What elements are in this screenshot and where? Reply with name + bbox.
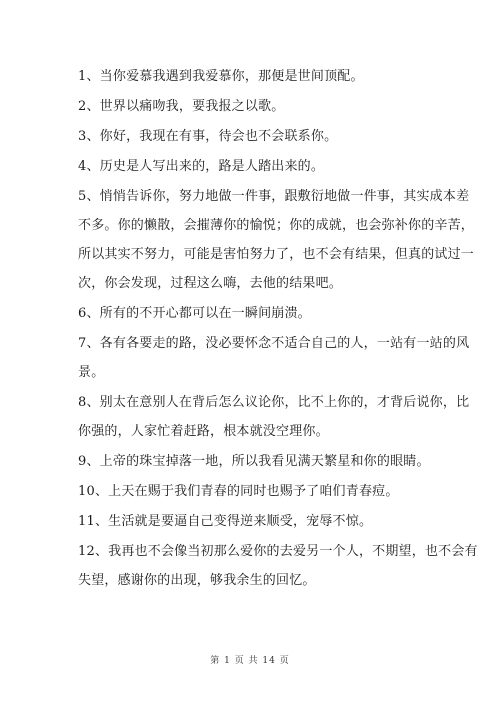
list-item [78,126,428,148]
list-item [78,392,470,443]
text-line: 6、所有的不开心都可以在一瞬间崩溃。 [78,306,311,321]
page-footer: 第 1 页 共 14 页 [210,656,290,666]
text-line: 11、生活就是要逼自己变得逆来顺受，宠辱不惊。 [78,514,373,529]
list-item [78,451,428,473]
text-line: 所以其实不努力，可能是害怕努力了，也不会有结果，但真的试过一 [78,247,475,262]
list-item [78,333,470,384]
list-item [78,156,428,178]
text-line: 不多。你的懒散，会摧薄你的愉悦；你的成就，也会弥补你的辛苦， [78,218,475,233]
list-item [78,541,478,592]
list-item [78,303,428,325]
text-line: 9、上帝的珠宝掉落一地，所以我看见满天繁星和你的眼睛。 [78,454,430,469]
quote-list [78,66,478,600]
text-line: 失望，感谢你的出现，够我余生的回忆。 [78,573,316,588]
text-line: 1、当你爱慕我遇到我爱慕你，那便是世间顶配。 [78,69,364,84]
text-line: 景。 [78,365,105,380]
list-item [78,66,428,88]
text-line: 7、各有各要走的路，没必要怀念不适合自己的人，一站有一站的风 [78,336,470,351]
text-line: 2、世界以痛吻我，要我报之以歌。 [78,99,285,114]
text-line: 3、你好，我现在有事，待会也不会联系你。 [78,129,338,144]
text-line: 你强的，人家忙着赶路，根本就没空理你。 [78,424,329,439]
text-line: 4、历史是人写出来的，路是人踏出来的。 [78,159,325,174]
text-line: 5、悄悄告诉你，努力地做一件事，跟敷衍地做一件事，其实成本差 [78,189,470,204]
list-item [78,511,428,533]
text-line: 8、别太在意别人在背后怎么议论你，比不上你的，才背后说你，比 [78,395,470,410]
text-line: 次，你会发现，过程这么嗨，去他的结果吧。 [78,276,343,291]
text-line: 12、我再也不会像当初那么爱你的去爱另一个人，不期望，也不会有 [78,544,478,559]
list-item [78,481,428,503]
list-item [78,96,428,118]
text-line: 10、上天在赐于我们青春的同时也赐予了咱们青春痘。 [78,484,399,499]
list-item [78,186,475,295]
